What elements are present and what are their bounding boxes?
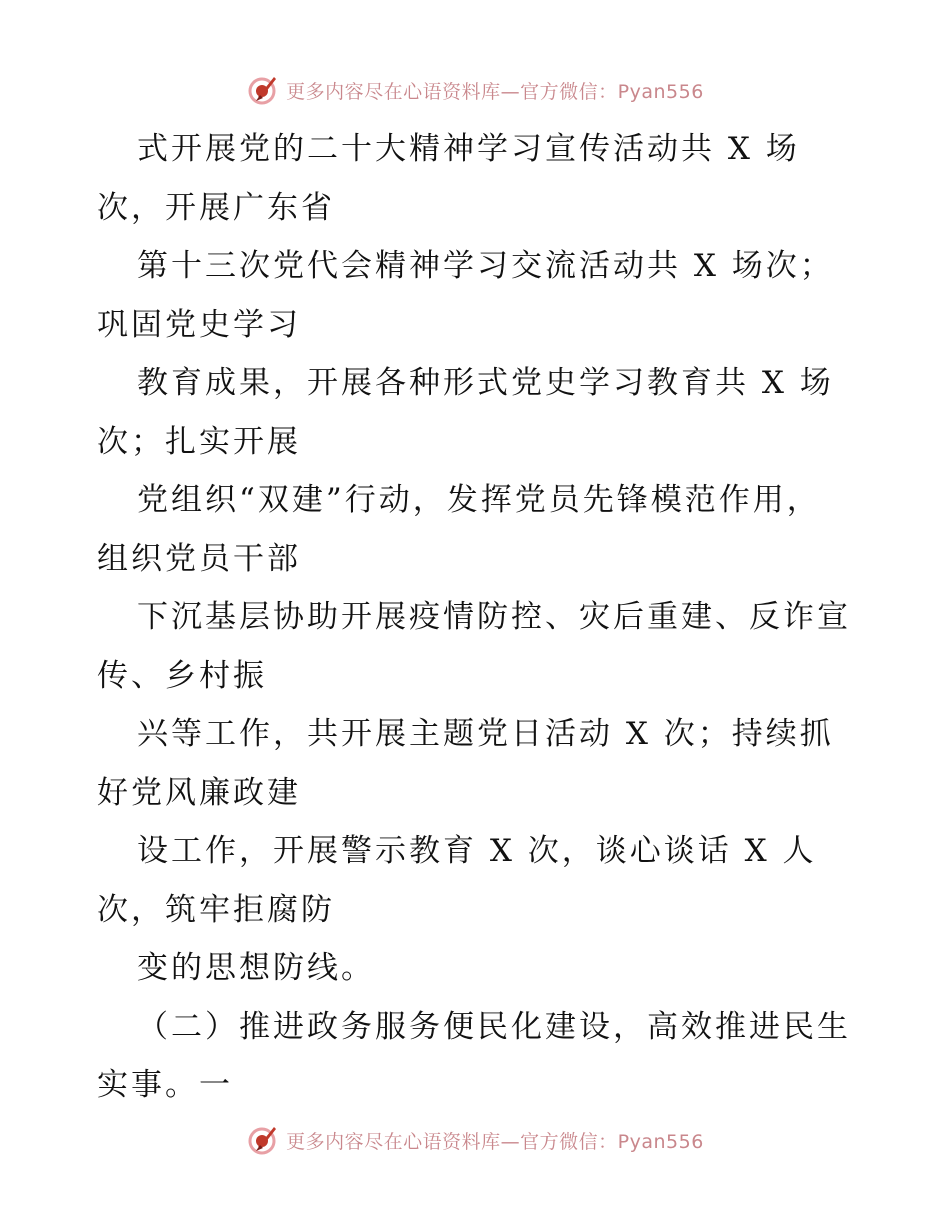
header-banner: [0, 72, 950, 108]
text-line: 变的思想防线。: [137, 950, 375, 986]
footer-banner-text: 更多内容尽在心语资料库—官方微信：Pyan556: [286, 1130, 704, 1153]
text-line: 式开展党的二十大精神学习宣传活动共 X 场: [137, 131, 800, 167]
section-heading-line: （二）推进政务服务便民化建设，高效推进民生: [137, 1008, 851, 1045]
text-line: 巩固党史学习: [97, 306, 301, 343]
text-line: 兴等工作，共开展主题党日活动 X 次；持续抓: [137, 716, 834, 752]
quill-pen-logo-icon: [246, 1123, 280, 1157]
text-line: 第十三次党代会精神学习交流活动共 X 场次；: [137, 248, 834, 284]
text-line: 传、乡村振: [97, 657, 267, 694]
quill-pen-logo-icon: [246, 73, 280, 107]
text-line: 教育成果，开展各种形式党史学习教育共 X 场: [137, 365, 834, 401]
document-body: [97, 120, 857, 1115]
text-line: 好党风廉政建: [97, 774, 301, 811]
text-line: 次，筑牢拒腐防: [97, 891, 335, 928]
text-line: 次；扎实开展: [97, 423, 301, 460]
text-line: 下沉基层协助开展疫情防控、灾后重建、反诈宣: [137, 599, 851, 635]
text-line: 党组织“双建”行动，发挥党员先锋模范作用，: [137, 482, 821, 518]
text-line: 组织党员干部: [97, 540, 301, 577]
text-line: 设工作，开展警示教育 X 次，谈心谈话 X 人: [137, 833, 817, 869]
header-banner-text: 更多内容尽在心语资料库—官方微信：Pyan556: [286, 80, 704, 103]
footer-banner: [0, 1122, 950, 1158]
text-line: 实事。一: [97, 1067, 233, 1103]
text-line: 次，开展广东省: [97, 189, 335, 226]
